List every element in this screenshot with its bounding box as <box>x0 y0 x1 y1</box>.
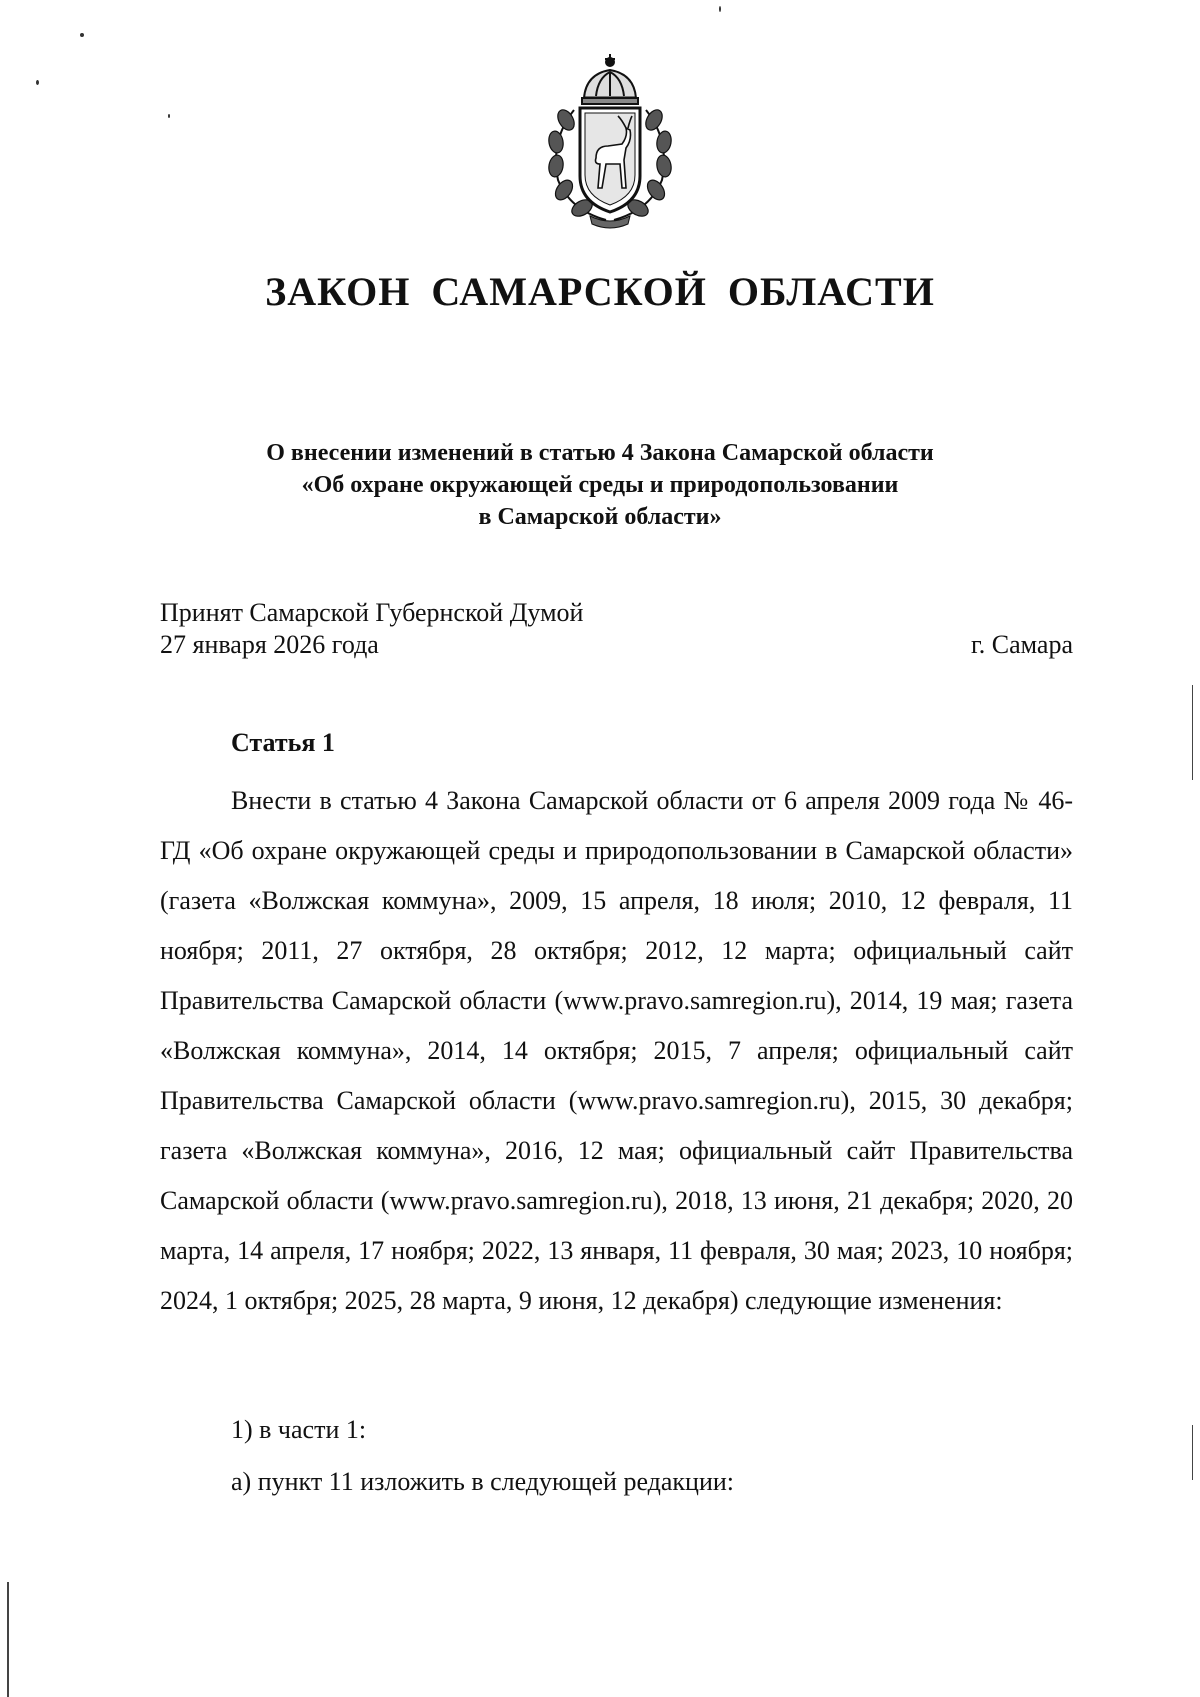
scan-margin-line <box>7 1582 9 1697</box>
subject-line: «Об охране окружающей среды и природопользовании <box>301 472 899 498</box>
law-subject <box>0 437 1200 533</box>
scan-speck <box>80 33 84 37</box>
adopted-by: Принят Самарской Губернской Думой <box>160 598 584 627</box>
ribbon <box>590 216 630 228</box>
list-item: 1) в части 1: <box>231 1415 367 1444</box>
adoption-info <box>160 597 583 661</box>
subject-line: в Самарской области» <box>478 504 722 530</box>
adoption-date: 27 января 2026 года <box>160 630 379 659</box>
coat-of-arms-emblem <box>536 50 684 230</box>
crown-icon <box>582 54 638 104</box>
scan-speck <box>719 6 721 12</box>
article-body: Внести в статью 4 Закона Самарской области от 6 апреля 2009 года № 46-ГД «Об охране окружающей среды и природопользовании в Самарской области» (газета «Волжская коммуна», 2009, 15 апреля, 18 июля; 2010, 12 февраля, 11 ноября; 2011, 27 октября, 28 октября; 2012, 12 марта; официальный сайт Правительства Самарской области (www.pravo.samregion.ru), 2014, 19 мая; газета «Волжская коммуна», 2014, 14 октября; 2015, 7 апреля; официальный сайт Правительства Самарской области (www.pravo.samregion.ru), 2015, 30 декабря; газета «Волжская коммуна», 2016, 12 мая; официальный сайт Правительства Самарской области (www.pravo.samregion.ru), 2018, 13 июня, 21 декабря; 2020, 20 марта, 14 апреля, 17 ноября; 2022, 13 января, 11 февраля, 30 мая; 2023, 10 ноября; 2024, 1 октября; 2025, 28 марта, 9 июня, 12 декабря) следующие изменения: <box>160 786 1073 1315</box>
law-title: ЗАКОН САМАРСКОЙ ОБЛАСТИ <box>265 269 935 314</box>
scan-margin-line <box>1192 685 1193 780</box>
article-heading: Статья 1 <box>231 728 335 757</box>
list-item: а) пункт 11 изложить в следующей редакции: <box>231 1467 735 1496</box>
scan-speck <box>36 80 39 85</box>
city: г. Самара <box>971 630 1073 659</box>
subject-line: О внесении изменений в статью 4 Закона Самарской области <box>266 440 934 466</box>
scan-margin-line <box>1192 1425 1193 1480</box>
scan-speck <box>168 114 170 118</box>
